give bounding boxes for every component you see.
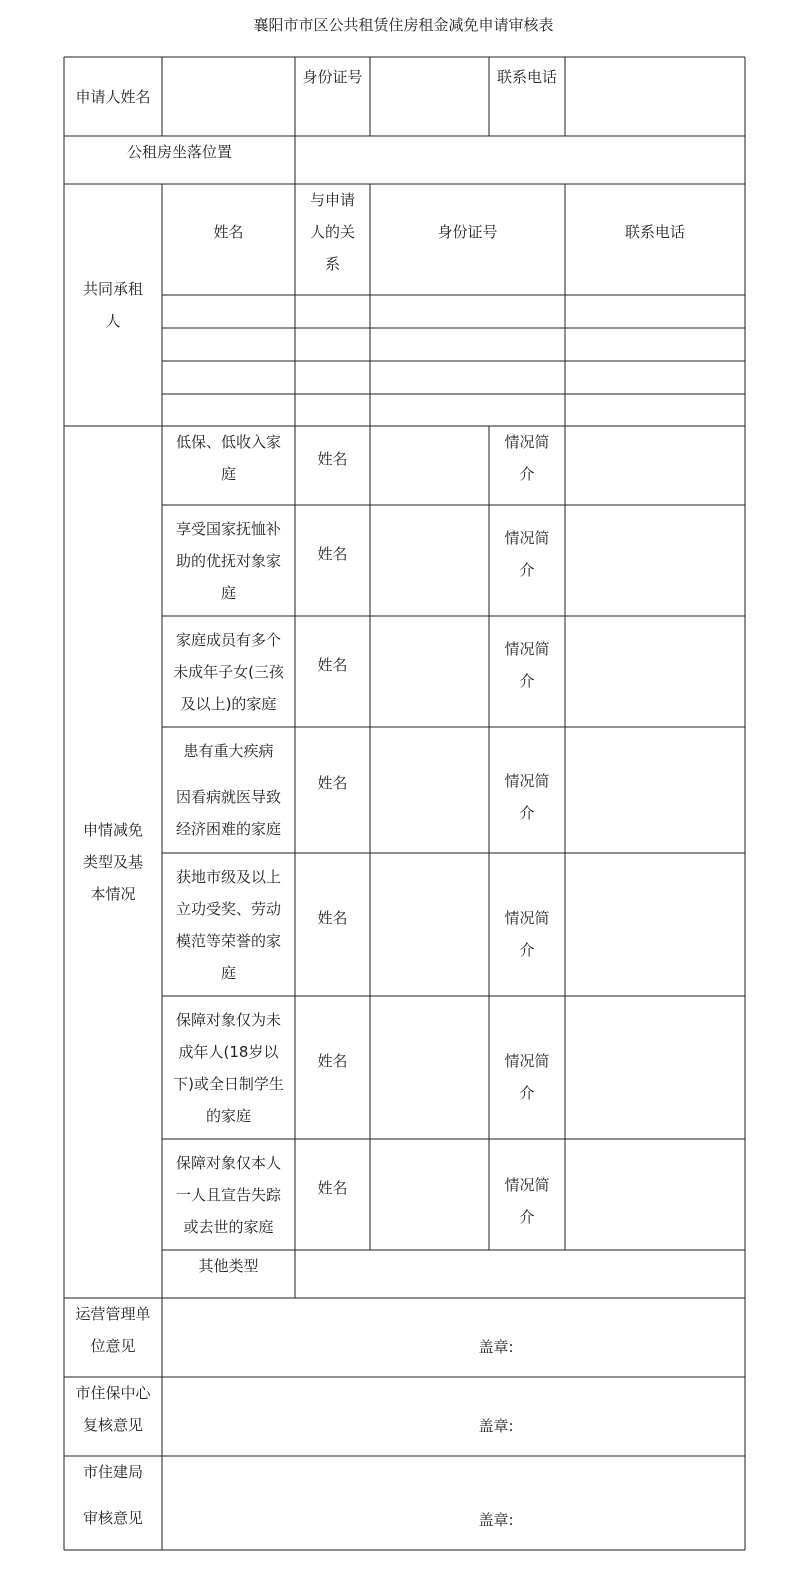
reduction-type-4-line-2: 因看病就医导致 [175,788,281,806]
co-tenant-col-phone: 联系电话 [624,223,685,241]
reduction-type-1-line-2: 庭 [220,465,236,483]
reduction-type-6-line-1: 保障对象仅为未 [175,1010,281,1029]
reduction-type-7-info-line-1: 情况简 [504,1176,550,1194]
reduction-type-5-info-line-2: 介 [519,940,535,959]
reduction-type-4-line-1: 患有重大疾病 [183,742,274,760]
co-tenant-col-relation-line-3: 系 [324,255,340,273]
reduction-type-7-line-2: 一人且宣告失踪 [175,1185,281,1204]
reduction-other-field[interactable] [295,1250,745,1298]
co-tenant-col-relation-line-2: 人的关 [309,223,355,241]
reduction-type-5-info-label [489,853,565,1014]
bureau-opinion-label-line-1: 市住建局 [82,1463,143,1481]
reduction-type-3-info-line-2: 介 [519,672,535,690]
reduction-label-line-2: 类型及基 [82,853,143,871]
center-opinion-stamp: 盖章: [478,1417,514,1435]
reduction-type-5 [162,853,295,996]
reduction-type-5-name-label: 姓名 [317,909,348,927]
reduction-type-3-name-label: 姓名 [317,656,348,674]
reduction-type-6-info-line-1: 情况简 [504,1051,550,1070]
reduction-type-7 [162,1139,295,1250]
reduction-type-3-info-line-1: 情况简 [504,640,550,658]
bureau-opinion-label [64,1456,162,1550]
applicant-id-label-line-2: 号 [347,68,363,86]
reduction-type-1-line-1: 低保、低收入家 [175,433,281,451]
applicant-id-label [295,57,370,136]
co-tenant-col-relation [295,184,370,295]
center-opinion-label-line-1: 市住保中心 [75,1384,151,1402]
operator-opinion-label-line-2: 位意见 [90,1337,136,1355]
bureau-opinion-label-line-2: 审核意见 [82,1509,143,1527]
reduction-type-1-info-line-1: 情况简 [504,433,550,451]
reduction-type-5-line-3: 模范等荣誉的家 [175,931,281,950]
reduction-label [64,426,162,1298]
reduction-type-4 [162,727,295,853]
reduction-type-5-line-1: 获地市级及以上 [175,867,281,886]
reduction-type-7-line-1: 保障对象仅本人 [175,1153,281,1172]
reduction-type-6 [162,996,295,1139]
reduction-type-3 [162,616,295,727]
applicant-id-label-line-1: 身份证 [302,68,348,86]
reduction-type-1-info-label [489,426,565,505]
reduction-type-4-info-line-1: 情况简 [504,772,550,790]
reduction-type-2-info-line-2: 介 [519,561,535,579]
reduction-other-label: 其他类型 [198,1257,259,1275]
reduction-type-5-line-4: 庭 [220,963,236,982]
operator-opinion-label [64,1298,162,1377]
applicant-phone-label [489,57,565,136]
reduction-type-4-line-3: 经济困难的家庭 [175,820,281,838]
reduction-type-5-info-line-1: 情况简 [504,908,550,927]
reduction-type-2-info-label [489,505,565,603]
reduction-type-6-info-line-2: 介 [519,1083,535,1102]
center-opinion-label-line-2: 复核意见 [82,1416,143,1434]
reduction-type-6-line-3: 下)或全日制学生 [173,1074,284,1093]
reduction-label-line-1: 申情减免 [82,821,143,839]
co-tenant-col-relation-line-1: 与申请 [309,191,355,209]
reduction-type-4-info-label [489,727,565,867]
center-opinion-label [64,1377,162,1456]
co-tenant-col-id: 身份证号 [437,223,498,241]
reduction-type-3-line-1: 家庭成员有多个 [175,630,281,649]
reduction-type-3-info-label [489,616,565,714]
reduction-type-2-line-2: 助的优抚对象家 [175,551,281,570]
reduction-label-line-3: 本情况 [90,885,136,903]
reduction-type-1 [162,426,295,505]
operator-opinion-label-line-1: 运营管理单 [75,1305,151,1323]
co-tenant-col-name: 姓名 [213,223,244,241]
location-field[interactable] [295,136,745,184]
co-tenant-label-line-2: 人 [105,312,121,330]
reduction-type-5-line-2: 立功受奖、劳动 [175,899,281,918]
reduction-type-2 [162,505,295,616]
applicant-name-label: 申请人姓名 [75,87,151,106]
reduction-type-7-info-line-2: 介 [519,1208,535,1226]
reduction-type-3-line-2: 未成年子女(三孩 [173,662,284,681]
bureau-opinion-stamp: 盖章: [478,1511,514,1529]
reduction-type-2-line-3: 庭 [220,583,236,602]
reduction-type-7-info-label [489,1139,565,1263]
reduction-type-6-name-label: 姓名 [317,1052,348,1070]
reduction-type-6-line-2: 成年人(18岁以 [178,1042,279,1061]
reduction-type-6-info-label [489,996,565,1157]
applicant-name-field[interactable] [162,57,295,136]
location-label: 公租房坐落位置 [126,143,232,161]
reduction-type-7-line-3: 或去世的家庭 [183,1217,274,1236]
applicant-phone-label-line-1: 联系电 [496,68,542,86]
reduction-type-2-info-line-1: 情况简 [504,529,550,547]
reduction-type-2-name-label: 姓名 [317,545,348,563]
reduction-type-4-name-label: 姓名 [317,774,348,792]
reduction-type-4-info-line-2: 介 [519,804,535,822]
co-tenant-label [64,184,162,426]
applicant-id-field[interactable] [370,57,489,136]
reduction-type-2-line-1: 享受国家抚恤补 [175,519,281,538]
reduction-type-1-name-label: 姓名 [317,450,348,468]
reduction-type-3-line-3: 及以上)的家庭 [180,694,277,713]
applicant-phone-field[interactable] [565,57,745,136]
co-tenant-label-line-1: 共同承租 [82,280,143,298]
operator-opinion-stamp: 盖章: [478,1338,514,1356]
reduction-type-1-info-line-2: 介 [519,465,535,483]
reduction-type-7-name-label: 姓名 [317,1179,348,1197]
form-title: 襄阳市市区公共租赁住房租金减免申请审核表 [253,16,554,34]
applicant-phone-label-line-2: 话 [542,68,558,86]
reduction-type-6-line-4: 的家庭 [205,1106,251,1125]
